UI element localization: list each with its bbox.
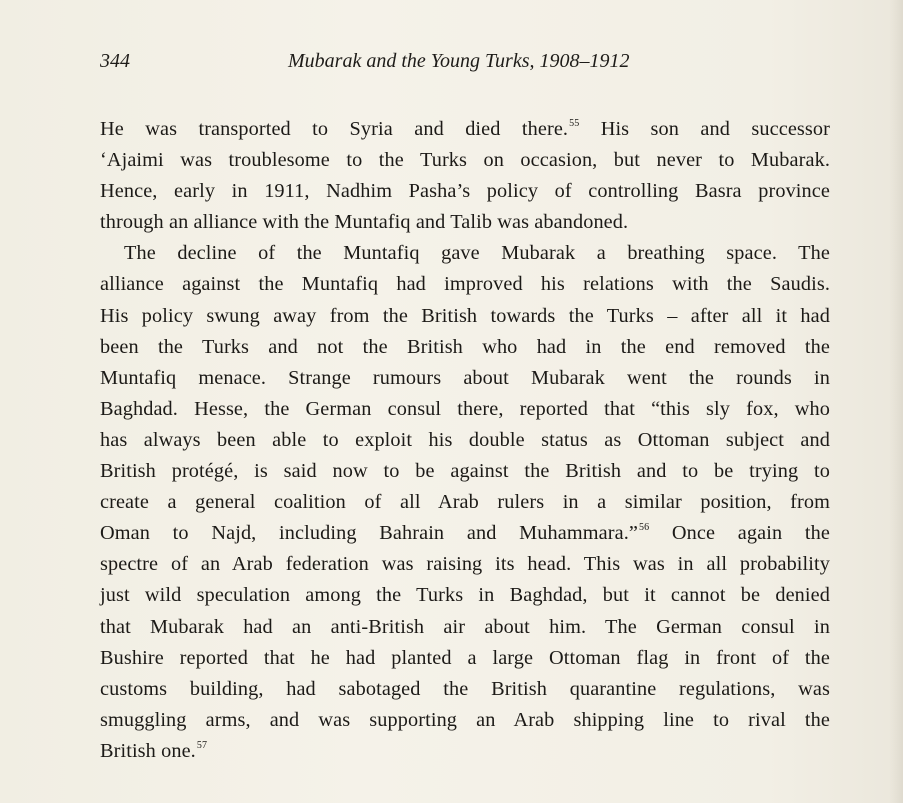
text-line: His policy swung away from the British towards the Turks – after all it had bbox=[100, 304, 830, 327]
text-line: customs building, had sabotaged the British quarantine regulations, was bbox=[100, 677, 830, 700]
text-line: has always been able to exploit his double status as Ottoman subject and bbox=[100, 428, 830, 451]
text-line: Bushire reported that he had planted a large Ottoman flag in front of the bbox=[100, 646, 830, 669]
footnote-ref[interactable]: 57 bbox=[196, 739, 208, 751]
page-edge-shadow bbox=[889, 0, 903, 803]
text-line: Hence, early in 1911, Nadhim Pasha’s policy of controlling Basra province bbox=[100, 180, 830, 203]
text-line: Baghdad. Hesse, the German consul there, reported that “this sly fox, who bbox=[100, 397, 830, 420]
running-title: Mubarak and the Young Turks, 1908–1912 bbox=[288, 50, 630, 72]
text-line: alliance against the Muntafiq had improved his relations with the Saudis. bbox=[100, 273, 830, 296]
text-line: smuggling arms, and was supporting an Arab shipping line to rival the bbox=[100, 708, 830, 731]
text-line: Muntafiq menace. Strange rumours about Mubarak went the rounds in bbox=[100, 366, 830, 389]
text-line: create a general coalition of all Arab rulers in a similar position, from bbox=[100, 491, 830, 514]
footnote-ref[interactable]: 55 bbox=[569, 118, 580, 129]
text-line: just wild speculation among the Turks in Baghdad, but it cannot be denied bbox=[100, 584, 830, 607]
page-number: 344 bbox=[100, 50, 130, 72]
running-header bbox=[100, 50, 830, 80]
text-line: Oman to Najd, including Bahrain and Muhammara.”$^{56}$ Once again the bbox=[100, 522, 831, 545]
text-line: spectre of an Arab federation was raising its head. This was in all probability bbox=[100, 553, 830, 576]
text-line: ‘Ajaimi was troublesome to the Turks on occasion, but never to Mubarak. bbox=[100, 149, 830, 172]
text-line: through an alliance with the Muntafiq and Talib was abandoned. bbox=[100, 211, 629, 234]
text-line: British protégé, is said now to be against the British and to be trying to bbox=[100, 460, 830, 483]
text-line: He was transported to Syria and died there.$^{55}$ His son and successor bbox=[100, 118, 830, 140]
body-text bbox=[100, 114, 830, 767]
text-line: that Mubarak had an anti-British air about him. The German consul in bbox=[100, 615, 830, 638]
text-line: British one.$^{57}$ bbox=[100, 739, 208, 762]
text-line: been the Turks and not the British who had in the end removed the bbox=[100, 335, 830, 358]
footnote-ref[interactable]: 56 bbox=[638, 522, 650, 534]
text-line: The decline of the Muntafiq gave Mubarak a breathing space. The bbox=[124, 242, 830, 265]
